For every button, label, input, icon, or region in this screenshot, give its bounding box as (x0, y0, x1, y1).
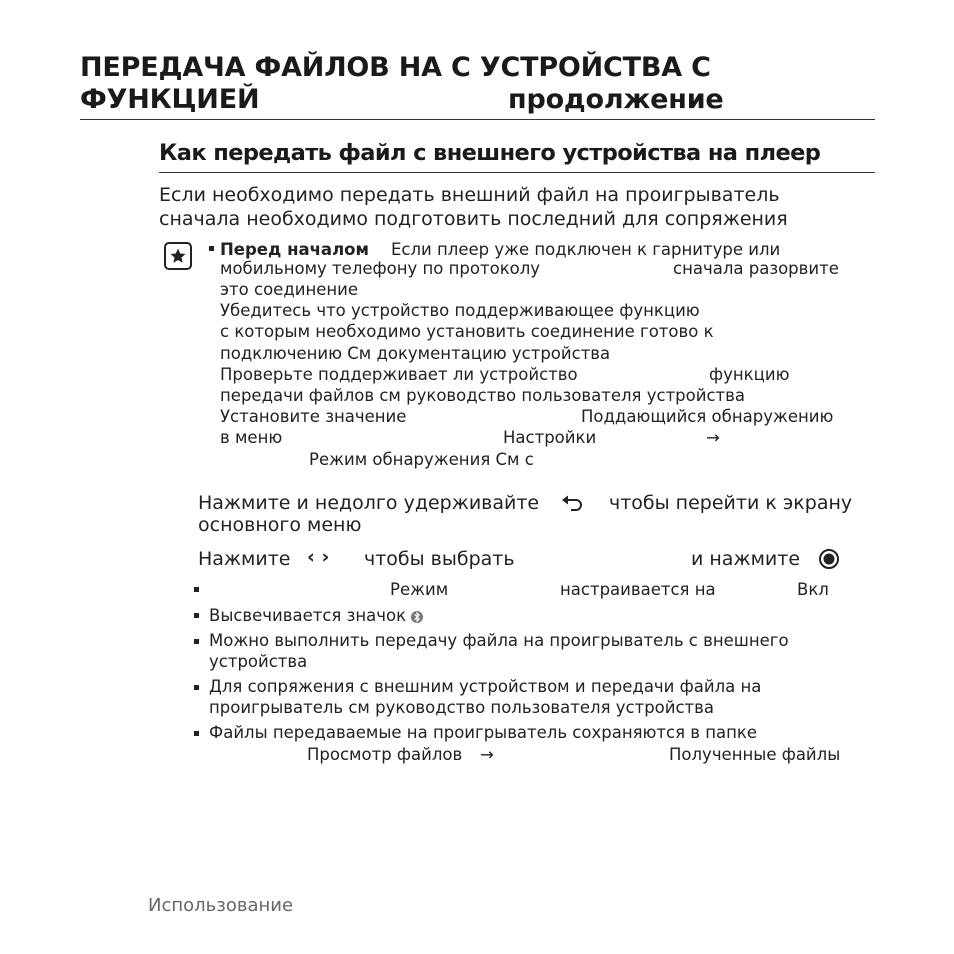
note-line-1-text: Если плеер уже подключен к гарнитуре или (390, 240, 781, 259)
step2-text-b: чтобы выбрать (364, 548, 515, 570)
result-bullet-5 (194, 731, 199, 736)
result1-mode: Режим (390, 580, 449, 599)
star-icon (169, 247, 187, 265)
page-title-line1: ПЕРЕДАЧА ФАЙЛОВ НА С УСТРОЙСТВА С (80, 52, 711, 83)
step1-text-b: чтобы перейти к экрану (609, 492, 853, 514)
result4-line1: Для сопряжения с внешним устройством и передачи файла на (209, 677, 762, 696)
step1-text-c: основного меню (198, 514, 362, 536)
note-line-10b: Настройки (503, 428, 597, 447)
step2-text-a: Нажмите (198, 548, 291, 570)
result1-set: настраивается на (560, 580, 716, 599)
intro-line1: Если необходимо передать внешний файл на проигрыватель (159, 184, 780, 206)
result5-arrow: → (480, 745, 494, 764)
result5-received: Полученные файлы (669, 745, 841, 764)
note-bullet (209, 246, 214, 251)
result4-line2: проигрыватель см руководство пользователя устройства (209, 698, 714, 717)
note-line-9a: Установите значение (220, 407, 407, 426)
left-right-arrows-icon: ‹ › (307, 546, 330, 568)
title-divider (80, 119, 875, 120)
result2 (209, 606, 423, 625)
note-line-7a: Проверьте поддерживает ли устройство (220, 365, 578, 384)
note-line-10a: в меню (220, 428, 283, 447)
section-subtitle: Как передать файл с внешнего устройства на плеер (159, 140, 821, 166)
result5-browse: Просмотр файлов (307, 745, 463, 764)
bluetooth-icon (411, 609, 423, 625)
note-line-5: с которым необходимо установить соединение готово к (220, 322, 714, 341)
subtitle-divider (159, 172, 875, 173)
result-bullet-4 (194, 685, 199, 690)
select-button-icon (818, 548, 840, 570)
note-line-10-arrow: → (706, 428, 720, 447)
note-line-1 (220, 240, 780, 259)
note-line-2b: сначала разорвите (673, 259, 839, 278)
intro-line2: сначала необходимо подготовить последний для сопряжения (159, 208, 788, 230)
note-line-11: Режим обнаружения См с (309, 450, 534, 469)
back-icon (561, 494, 585, 512)
step2-text-c: и нажмите (691, 548, 801, 570)
result5-line1: Файлы передаваемые на проигрыватель сохраняются в папке (209, 723, 758, 742)
note-line-3: это соединение (220, 280, 359, 299)
result-bullet-3 (194, 639, 199, 644)
note-line-9b: Поддающийся обнаружению (581, 407, 834, 426)
result3-line1: Можно выполнить передачу файла на проигрыватель с внешнего (209, 631, 789, 650)
result2-text: Высвечивается значок (209, 606, 407, 625)
page-title-line2-left: ФУНКЦИЕЙ (80, 84, 260, 115)
result3-line2: устройства (209, 652, 308, 671)
page-title-continued: продолжение (508, 84, 724, 115)
result-bullet-2 (194, 613, 199, 618)
note-line-7b: функцию (709, 365, 790, 384)
footer-section-label: Использование (148, 895, 294, 916)
step1-text-a: Нажмите и недолго удерживайте (198, 492, 540, 514)
note-line-6: подключению См документацию устройства (220, 344, 611, 363)
note-line-8: передачи файлов см руководство пользователя устройства (220, 386, 745, 405)
note-star-icon (164, 242, 192, 270)
note-lead: Перед началом (220, 240, 369, 259)
note-line-2a: мобильному телефону по протоколу (220, 259, 541, 278)
result1-on: Вкл (797, 580, 829, 599)
note-line-4: Убедитесь что устройство поддерживающее функцию (220, 301, 700, 320)
result-bullet-1 (194, 587, 199, 592)
